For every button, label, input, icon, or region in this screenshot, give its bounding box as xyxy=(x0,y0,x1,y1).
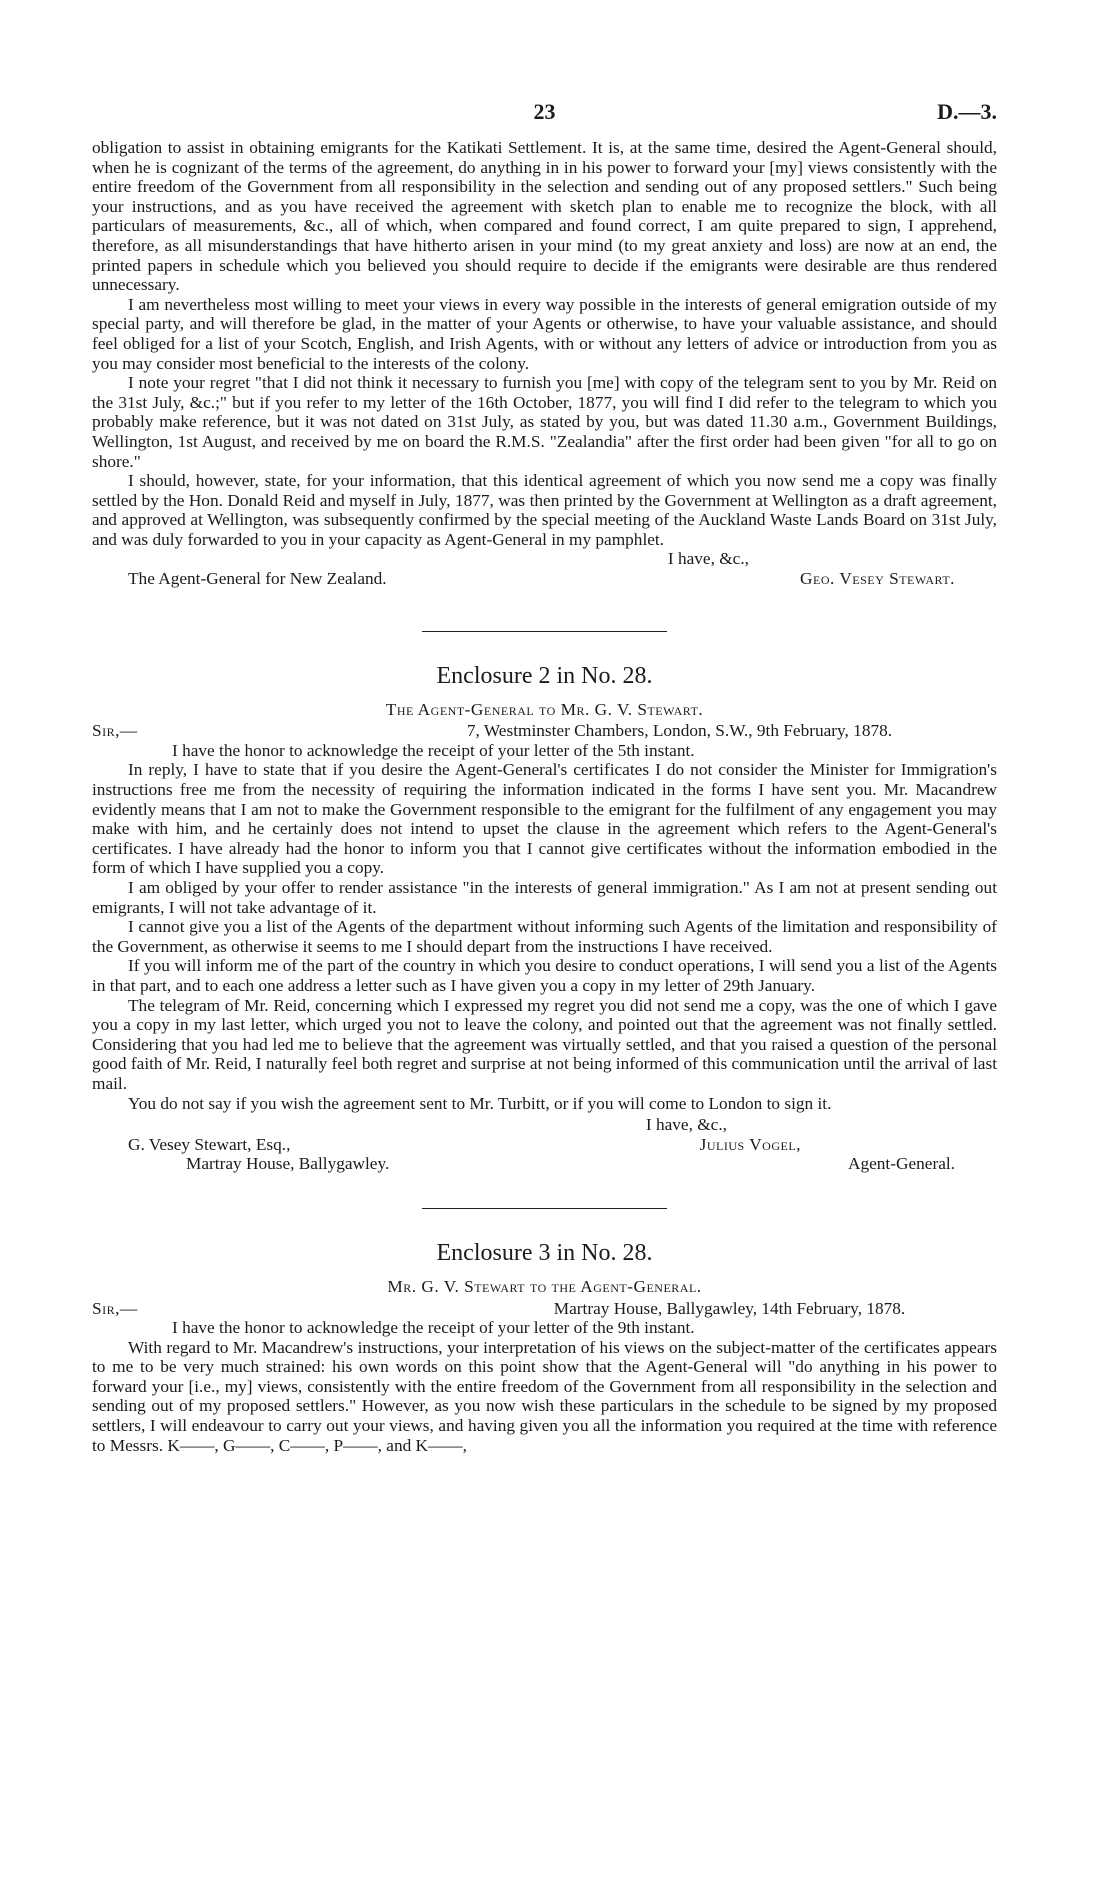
enclosure-title: Enclosure 3 in No. 28. xyxy=(436,1239,653,1266)
paragraph: I should, however, state, for your information, that this identical agreement of which you now send me a copy was finally settled by the Hon. Donald Reid and myself in July, 1877, was then printed by the Government at Wellington as a draft agreement, and approved at Wellington, was subsequently confirmed by the special meeting of the Auckland Waste Lands Board on 31st July, and was duly forwarded to you in your capacity as Agent-General in my pamphlet. xyxy=(92,471,997,549)
paragraph: I note your regret "that I did not think it necessary to furnish you [me] with copy of the telegram sent to you by Mr. Reid on the 31st July, &c.;" but if you refer to my letter of the 16th October, 1877, you will find I did refer to the telegram to which you probably make reference, but it was not dated on 31st July, as stated by you, but was dated 11.30 a.m., Government Buildings, Wellington, 1st August, and received by me on board the R.M.S. "Zealandia" after the first order had been given "for all to go on shore." xyxy=(92,373,997,471)
letter-continuation xyxy=(92,138,997,589)
enclosure-subtitle: The Agent-General to Mr. G. V. Stewart. xyxy=(385,699,704,719)
signature-name: Julius Vogel, xyxy=(699,1134,801,1154)
paragraph: I am nevertheless most willing to meet your views in every way possible in the interests of general emigration outside of my special party, and will therefore be glad, in the matter of your Agents or otherwise, to have your valuable assistance, and should feel obliged for a list of your Scotch, English, and Irish Agents, with or without any letters of advice or introduction from you as you may consider most beneficial to the interests of the colony. xyxy=(92,294,997,373)
document-page xyxy=(92,100,997,1455)
paragraph: obligation to assist in obtaining emigrants for the Katikati Settlement. It is, at the same time, desired the Agent-General should, when he is cognizant of the terms of the agreement, do anything in in his power to forward your [my] views consistently with the entire freedom of the Government from all responsibility in the selection and sending out of any proposed settlers." Such being your instructions, and as you have received the agreement with sketch plan to enable me to recognize the block, with all particulars of measurements, &c., all of which, when compared and found correct, I am quite prepared to sign, I apprehend, therefore, as all misunderstandings that have hitherto arisen in your mind (to my great anxiety and loss) are now at an end, the printed papers in schedule which you believed you should require to decide if the emigrants were desirable are thus rendered unnecessary. xyxy=(92,138,997,295)
paragraph: I am obliged by your offer to render assistance "in the interests of general immigration." As I am not at present sending out emigrants, I will not take advantage of it. xyxy=(92,878,997,917)
section-divider xyxy=(422,1208,667,1209)
page-number: 23 xyxy=(533,99,556,124)
paragraph: In reply, I have to state that if you desire the Agent-General's certificates I do not consider the Minister for Immigration's instructions free me from the necessity of requiring the information indicated in the forms I have sent you. Mr. Macandrew evidently means that I am not to make the Government responsible to the emigrant for the fulfilment of any engagement you may make with him, and he certainly does not intend to upset the clause in the agreement which refers to the Agent-General's certificates. I have already had the honor to inform you that I cannot give certificates without the information embodied in the form of which I have supplied you a copy. xyxy=(92,760,997,878)
address-line: 7, Westminster Chambers, London, S.W., 9th February, 1878. xyxy=(466,721,893,741)
enclosure-2 xyxy=(92,662,997,1174)
paragraph: The telegram of Mr. Reid, concerning which I expressed my regret you did not send me a copy, was the one of which I gave you a copy in my last letter, which urged you not to leave the colony, and pointed out that the agreement was not finally settled. Considering that you had led me to believe that the agreement was virtually settled, and that you raised a question of the personal good faith of Mr. Reid, I naturally feel both regret and surprise at not being informed of this communication until the arrival of last mail. xyxy=(92,995,997,1093)
paragraph: If you will inform me of the part of the country in which you desire to conduct operations, I will send you a list of the Agents in that part, and to each one address a letter such as I have given you a copy in my letter of 29th January. xyxy=(92,956,997,995)
salutation: Sir,— xyxy=(92,721,138,741)
salutation: Sir,— xyxy=(92,1298,138,1318)
enclosure-3 xyxy=(92,1239,997,1455)
page-header xyxy=(92,100,997,138)
paragraph: You do not say if you wish the agreement sent to Mr. Turbitt, or if you will come to London to sign it. xyxy=(128,1093,832,1113)
signature: Geo. Vesey Stewart. xyxy=(800,569,955,589)
addressee-place: Martray House, Ballygawley. xyxy=(186,1154,390,1174)
document-reference: D.—3. xyxy=(937,99,997,124)
address-line: Martray House, Ballygawley, 14th February, 1878. xyxy=(553,1298,906,1318)
paragraph: With regard to Mr. Macandrew's instructions, your interpretation of his views on the subject-matter of the certificates appears to me to be very much strained: his own words on this point show that the Agent-General will "do anything in his power to forward your [i.e., my] views, consistently with the entire freedom of the Government from all responsibility in the selection and sending out of my proposed settlers." However, as you now wish these particulars in the schedule to be signed by my proposed settlers, I will endeavour to carry out your views, and having given you all the information you required at the time with reference to Messrs. K——, G——, C——, P——, and K——, xyxy=(92,1337,997,1455)
section-divider xyxy=(422,631,667,632)
paragraph: I have the honor to acknowledge the receipt of your letter of the 9th instant. xyxy=(172,1318,695,1338)
enclosure-title: Enclosure 2 in No. 28. xyxy=(436,662,653,689)
closing: I have, &c., xyxy=(645,1115,727,1135)
addressee-name: G. Vesey Stewart, Esq., xyxy=(128,1134,291,1154)
enclosure-subtitle: Mr. G. V. Stewart to the Agent-General. xyxy=(387,1276,702,1296)
paragraph: I have the honor to acknowledge the receipt of your letter of the 5th instant. xyxy=(172,740,695,760)
closing: I have, &c., xyxy=(667,549,749,569)
paragraph: I cannot give you a list of the Agents of the department without informing such Agents of the limitation and responsibility of the Government, as otherwise it seems to me I should depart from the instructions I have received. xyxy=(92,917,997,956)
addressee: The Agent-General for New Zealand. xyxy=(128,569,387,589)
signature-title: Agent-General. xyxy=(848,1154,955,1174)
